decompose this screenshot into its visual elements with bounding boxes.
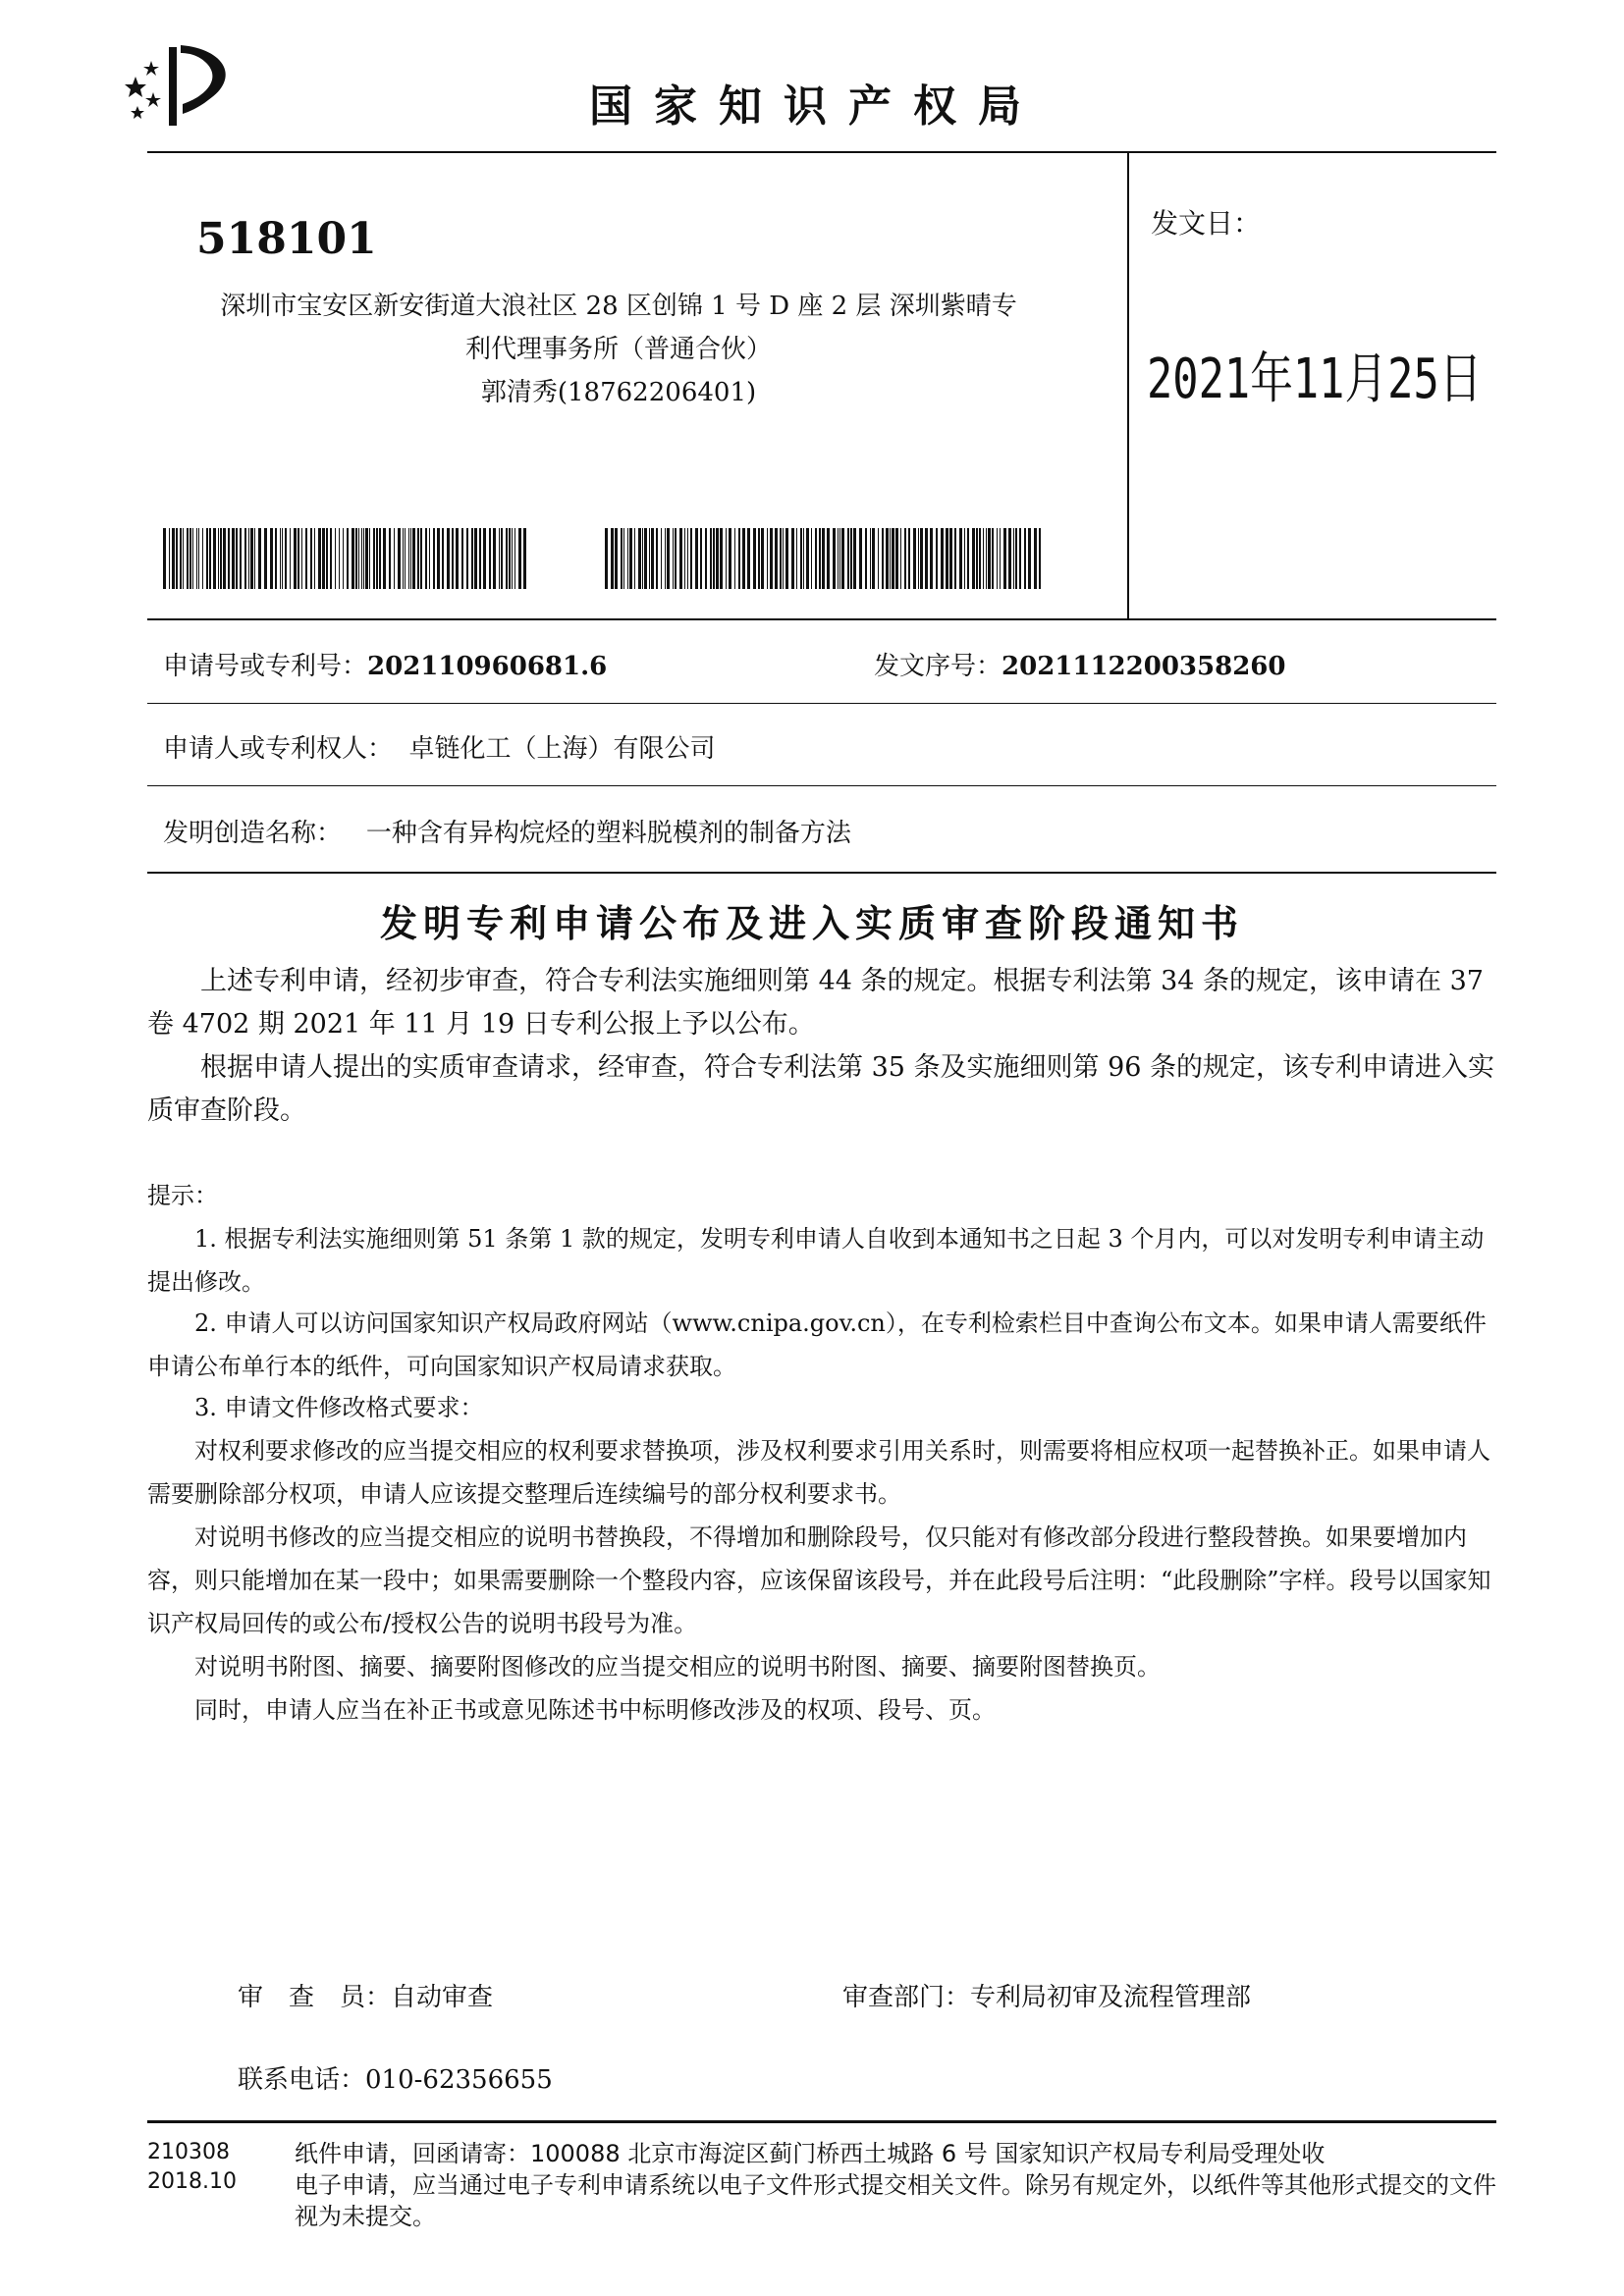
barcode-bar	[437, 528, 440, 589]
barcode-bar	[878, 528, 879, 589]
barcode-bar	[236, 528, 238, 589]
barcode-bar	[192, 528, 193, 589]
barcode-bar	[376, 528, 378, 589]
barcode-bar	[705, 528, 707, 589]
barcode-bar	[638, 528, 641, 589]
barcode-bar	[791, 528, 794, 589]
barcode-bar	[403, 528, 404, 589]
barcode-bar	[1000, 528, 1001, 589]
barcode-bar	[726, 528, 727, 589]
tip-3-claims: 对权利要求修改的应当提交相应的权利要求替换项，涉及权利要求引用关系时，则需要将相应权项一起替换补正。如果申请人需要删除部分权项，申请人应该提交整理后连续编号的部分权利要求书。	[147, 1437, 1490, 1508]
barcode-bar	[198, 528, 199, 589]
barcode-bar	[690, 528, 692, 589]
barcode-bar	[983, 528, 984, 589]
barcode-bar	[355, 528, 357, 589]
barcode-bar	[218, 528, 219, 589]
tip-3-drawings: 对说明书附图、摘要、摘要附图修改的应当提交相应的说明书附图、摘要、摘要附图替换页。	[194, 1653, 1161, 1681]
barcode-bar	[1013, 528, 1014, 589]
tip-3-marking: 同时，申请人应当在补正书或意见陈述书中标明修改涉及的权项、段号、页。	[194, 1696, 996, 1724]
date-column-divider	[1127, 152, 1129, 619]
barcode-bar	[649, 528, 650, 589]
barcode-bar	[841, 528, 844, 589]
barcode-bar	[925, 528, 928, 589]
barcode-bar	[447, 528, 450, 589]
barcode-bar	[298, 528, 299, 589]
barcode-bar	[621, 528, 623, 589]
serial-row	[874, 646, 1285, 682]
barcode-bar	[1008, 528, 1011, 589]
barcode-bar	[976, 528, 978, 589]
barcode-bar	[972, 528, 975, 589]
barcode-bar	[913, 528, 916, 589]
applicant-label: 申请人或专利权人：	[163, 734, 394, 764]
tip-1: 1. 根据专利法实施细则第 51 条第 1 款的规定，发明专利申请人自收到本通知书之日起 3 个月内，可以对发明专利申请主动提出修改。	[147, 1225, 1485, 1296]
department-row	[842, 1977, 1251, 2013]
barcode-bar	[301, 528, 302, 589]
barcode-bar	[280, 528, 281, 589]
barcode-bar	[509, 528, 511, 589]
barcode-bar	[187, 528, 189, 589]
barcode-bar	[275, 528, 277, 589]
barcode-bar	[634, 528, 635, 589]
barcode-bar	[244, 528, 246, 589]
barcode-bar	[890, 528, 891, 589]
barcode-bar	[310, 528, 312, 589]
applicant-name: 卓链化工（上海）有限公司	[408, 734, 716, 764]
footer-paper-note: 纸件申请，回函请寄：100088 北京市海淀区蓟门桥西土城路 6 号 国家知识产权局专利局受理处收	[295, 2140, 1326, 2167]
barcode-bar	[183, 528, 184, 589]
app-number: 202110960681.6	[367, 652, 608, 681]
barcode-bar	[456, 528, 459, 589]
row-rule-2	[147, 785, 1496, 786]
header-rule	[147, 151, 1496, 153]
barcode-bar	[747, 528, 750, 589]
barcode-bar	[767, 528, 768, 589]
barcode-bar	[886, 528, 889, 589]
barcode-bar	[172, 528, 175, 589]
barcode-bar	[250, 528, 253, 589]
barcode-bar	[493, 528, 496, 589]
barcode-bar	[758, 528, 760, 589]
phone-row	[238, 2059, 553, 2096]
barcode-bar	[240, 528, 242, 589]
phone-number: 010-62356655	[365, 2065, 553, 2095]
barcode-bar	[228, 528, 230, 589]
barcode-bar	[822, 528, 825, 589]
barcode-bar	[930, 528, 933, 589]
barcode-bar	[729, 528, 731, 589]
invention-row	[163, 813, 851, 849]
serial-number: 2021112200358260	[1001, 652, 1286, 681]
barcode-bar	[695, 528, 698, 589]
barcode-bar	[506, 528, 508, 589]
barcode-bar	[629, 528, 632, 589]
barcode-bar	[479, 528, 481, 589]
barcode-bar	[742, 528, 745, 589]
barcode-bar	[383, 528, 386, 589]
tip-3-description: 对说明书修改的应当提交相应的说明书替换段，不得增加和删除段号，仅只能对有修改部分段进行整段替换。如果要增加内容，则只能增加在某一段中；如果需要删除一个整段内容，应该保留该段号，并在此段号后注明：“此段删除”字样。段号以国家知识产权局回传的或公布/授权公告的说明书段号为准。	[147, 1523, 1491, 1637]
barcode-bar	[425, 528, 427, 589]
tip-3: 3. 申请文件修改格式要求：	[194, 1394, 484, 1421]
barcode-bar	[254, 528, 255, 589]
form-version: 2018.10	[147, 2169, 237, 2194]
barcode-bar	[523, 528, 526, 589]
barcode-bar	[979, 528, 981, 589]
serial-label: 发文序号：	[874, 652, 1002, 681]
barcode-bar	[853, 528, 856, 589]
barcode-bar	[665, 528, 666, 589]
barcode-bar	[859, 528, 862, 589]
barcode-bar	[954, 528, 956, 589]
barcode-bar	[734, 528, 735, 589]
barcode-bar	[258, 528, 261, 589]
examiner-row	[238, 1977, 493, 2013]
barcode-bar	[223, 528, 226, 589]
barcode-bar	[716, 528, 719, 589]
cnipa-logo-icon	[118, 39, 245, 128]
barcode-bar	[673, 528, 674, 589]
barcode-bar	[483, 528, 486, 589]
barcode-bar	[738, 528, 740, 589]
barcode-bar	[644, 528, 647, 589]
tips-heading: 提示：	[147, 1182, 218, 1209]
barcode-bar	[343, 528, 344, 589]
contact: 郭清秀(18762206401)	[480, 378, 757, 407]
barcode-bar	[642, 528, 643, 589]
barcode-right	[605, 528, 1043, 589]
barcode-bar	[687, 528, 688, 589]
examiner-name: 自动审查	[391, 1983, 494, 2012]
barcode-bar	[220, 528, 222, 589]
barcode-bar	[373, 528, 375, 589]
barcode-bar	[827, 528, 830, 589]
barcode-bar	[452, 528, 454, 589]
barcode-bar	[330, 528, 332, 589]
barcode-bar	[213, 528, 216, 589]
postal-code: 518101	[196, 214, 377, 264]
barcode-bar	[180, 528, 182, 589]
barcode-bar	[322, 528, 325, 589]
barcode-bar	[410, 528, 411, 589]
barcode-bar	[339, 528, 340, 589]
barcode-bar	[512, 528, 513, 589]
barcode-bar	[783, 528, 784, 589]
barcode-bar	[285, 528, 287, 589]
barcode-bar	[713, 528, 715, 589]
barcode-bar	[850, 528, 852, 589]
app-number-row	[163, 646, 607, 682]
barcode-bar	[936, 528, 938, 589]
barcode-bar	[518, 528, 521, 589]
barcode-bar	[433, 528, 435, 589]
barcode-bar	[895, 528, 898, 589]
barcode-bar	[189, 528, 191, 589]
barcode-bar	[206, 528, 208, 589]
department-name: 专利局初审及流程管理部	[970, 1983, 1252, 2012]
barcode-bar	[615, 528, 618, 589]
barcode-bar	[294, 528, 297, 589]
barcode-bar	[314, 528, 315, 589]
barcode-bar	[466, 528, 468, 589]
barcode-bar	[811, 528, 812, 589]
recipient-rule	[147, 618, 1496, 620]
barcode-bar	[461, 528, 463, 589]
barcode-bar	[501, 528, 503, 589]
barcode-bar	[361, 528, 362, 589]
phone-label: 联系电话：	[238, 2065, 366, 2095]
barcode-bar	[389, 528, 391, 589]
barcode-bar	[661, 528, 662, 589]
barcode-bar	[656, 528, 658, 589]
footer-electronic-note: 电子申请，应当通过电子专利申请系统以电子文件形式提交相关文件。除另有规定外，以纸件等其他形式提交的文件视为未提交。	[295, 2171, 1496, 2230]
barcode-bar	[326, 528, 328, 589]
barcode-bar	[248, 528, 249, 589]
barcode-bar	[202, 528, 203, 589]
address-line-1: 深圳市宝安区新安街道大浪社区 28 区创锦 1 号 D 座 2 层 深圳紫晴专	[220, 292, 1017, 321]
barcode-bar	[992, 528, 994, 589]
barcode-bar	[908, 528, 910, 589]
barcode-bar	[363, 528, 364, 589]
barcode-bar	[997, 528, 998, 589]
invention-name: 一种含有异构烷烃的塑料脱模剂的制备方法	[365, 819, 851, 848]
barcode-bar	[412, 528, 415, 589]
barcode-bar	[679, 528, 682, 589]
barcode-bar	[1039, 528, 1041, 589]
barcode-bar	[904, 528, 906, 589]
barcode-bar	[806, 528, 809, 589]
barcode-bar	[941, 528, 944, 589]
app-number-label: 申请号或专利号：	[163, 652, 368, 681]
barcode-bar	[780, 528, 782, 589]
date-label: 发文日：	[1151, 207, 1262, 240]
barcode-bar	[209, 528, 211, 589]
barcode-bar	[838, 528, 839, 589]
barcode-bar	[870, 528, 871, 589]
barcode-bar	[408, 528, 409, 589]
barcode-bar	[964, 528, 965, 589]
barcode-bar	[967, 528, 969, 589]
issue-date: 2021年11月25日	[1147, 347, 1483, 411]
barcode-bar	[1024, 528, 1026, 589]
barcode-bar	[318, 528, 321, 589]
barcode-bar	[839, 528, 840, 589]
barcode-bar	[803, 528, 804, 589]
barcode-bar	[819, 528, 821, 589]
barcode-bar	[775, 528, 778, 589]
barcode-bar	[627, 528, 628, 589]
barcode-bar	[347, 528, 349, 589]
barcode-bar	[489, 528, 491, 589]
barcode-bar	[675, 528, 677, 589]
form-code: 210308	[147, 2140, 230, 2164]
tip-2: 2. 申请人可以访问国家知识产权局政府网站（www.cnipa.gov.cn），在专利检索栏目中查询公布文本。如果申请人需要纸件申请公布单行本的纸件，可向国家知识产权局请求获取。	[147, 1309, 1487, 1380]
barcode-bar	[369, 528, 370, 589]
barcode-bar	[1034, 528, 1037, 589]
barcode-bar	[710, 528, 712, 589]
barcode-bar	[815, 528, 817, 589]
barcode-bar	[611, 528, 614, 589]
barcode-bar	[442, 528, 444, 589]
barcode-bar	[892, 528, 894, 589]
barcode-bar	[176, 528, 178, 589]
barcode-bar	[417, 528, 419, 589]
barcode-bar	[1019, 528, 1021, 589]
barcode-bar	[290, 528, 291, 589]
barcode-bar	[833, 528, 836, 589]
barcode-bar	[270, 528, 273, 589]
barcode-bar	[959, 528, 962, 589]
barcode-bar	[920, 528, 923, 589]
barcode-bar	[358, 528, 359, 589]
barcode-bar	[700, 528, 702, 589]
barcode-bar	[474, 528, 477, 589]
barcode-bar	[720, 528, 723, 589]
department-label: 审查部门：	[842, 1983, 971, 2012]
row-rule-3	[147, 872, 1496, 874]
barcode-bar	[770, 528, 773, 589]
barcode-bar	[651, 528, 654, 589]
barcode-bar	[1015, 528, 1017, 589]
barcode-left	[163, 528, 526, 589]
barcode-bar	[1028, 528, 1031, 589]
barcode-bar	[394, 528, 395, 589]
notice-title: 发明专利申请公布及进入实质审查阶段通知书	[379, 902, 1244, 945]
barcode-bar	[471, 528, 473, 589]
address-line-2: 利代理事务所（普通合伙）	[464, 335, 772, 364]
barcode-bar	[169, 528, 170, 589]
barcode-bar	[1003, 528, 1006, 589]
applicant-row	[163, 728, 716, 765]
barcode-bar	[405, 528, 406, 589]
barcode-bar	[900, 528, 901, 589]
footer-rule	[147, 2120, 1496, 2123]
notice-paragraph-1: 上述专利申请，经初步审查，符合专利法实施细则第 44 条的规定。根据专利法第 34 条的规定，该申请在 37 卷 4702 期 2021 年 11 月 19 日专利公报上予以公布。	[147, 966, 1484, 1040]
barcode-bar	[514, 528, 515, 589]
barcode-bar	[623, 528, 624, 589]
barcode-bar	[785, 528, 788, 589]
barcode-bar	[882, 528, 884, 589]
barcode-bar	[264, 528, 267, 589]
barcode-bar	[667, 528, 670, 589]
invention-label: 发明创造名称：	[163, 819, 343, 848]
barcode-bar	[865, 528, 867, 589]
barcode-bar	[232, 528, 235, 589]
barcode-bar	[196, 528, 197, 589]
barcode-bar	[946, 528, 948, 589]
barcode-bar	[352, 528, 354, 589]
barcode-bar	[499, 528, 500, 589]
barcode-bar	[163, 528, 166, 589]
barcode-bar	[986, 528, 987, 589]
notice-paragraph-2: 根据申请人提出的实质审查请求，经审查，符合专利法第 35 条及实施细则第 96 条的规定，该专利申请进入实质审查阶段。	[147, 1052, 1495, 1126]
barcode-bar	[684, 528, 685, 589]
barcode-bar	[429, 528, 430, 589]
barcode-bar	[282, 528, 283, 589]
barcode-bar	[365, 528, 368, 589]
barcode-bar	[305, 528, 307, 589]
barcode-bar	[796, 528, 797, 589]
barcode-bar	[398, 528, 401, 589]
barcode-bar	[800, 528, 802, 589]
barcode-bar	[949, 528, 952, 589]
barcode-bar	[379, 528, 381, 589]
examiner-label: 审 查 员：	[238, 1983, 392, 2012]
barcode-bar	[753, 528, 756, 589]
barcode-bar	[918, 528, 919, 589]
barcode-bar	[335, 528, 336, 589]
barcode-bar	[420, 528, 422, 589]
barcode-bar	[605, 528, 608, 589]
barcode-bar	[872, 528, 875, 589]
barcode-bar	[988, 528, 991, 589]
barcode-bar	[847, 528, 849, 589]
organization-name: 国家知识产权局	[589, 81, 1043, 132]
row-rule-1	[147, 703, 1496, 704]
barcode-bar	[761, 528, 764, 589]
